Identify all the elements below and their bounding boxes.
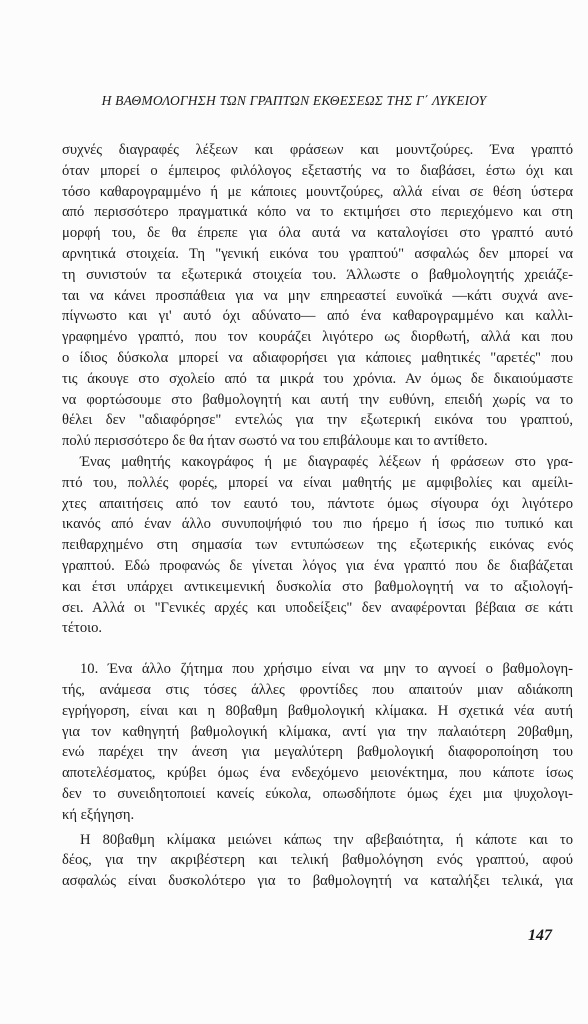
text-line: δέος, για την ακριβέστερη και τελική βαθμολόγηση ενός γραπτού, αφού: [62, 852, 573, 869]
text-line: μορφή του, δε θα έπρεπε για όλα αυτά να καταλογίσει στο γραπτό αυτό: [62, 225, 573, 242]
paragraph-1: [62, 140, 573, 452]
text-line: αποτελέσματος, κρύβει όμως ένα ενδεχόμενο μειονέκτημα, που κάποτε ίσως: [62, 765, 573, 782]
text-line: γραφημένο γραπτό, που τον κουράζει λιγότερο ως διορθωτή, αλλά και που: [62, 329, 573, 346]
text-line: ενώ παρέχει την άνεση για μεγαλύτερη βαθμολογική διαφοροποίηση του: [62, 744, 573, 761]
text-line: ικανός από έναν άλλο συνυποψήφιό του πιο ήρεμο ή ίσως πιο τυπικό και: [62, 516, 573, 533]
body-text: [62, 140, 573, 892]
text-line: συχνές διαγραφές λέξεων και φράσεων και μουντζούρες. Ένα γραπτό: [62, 142, 573, 158]
paragraph-2: [62, 452, 573, 639]
text-line: δεν το συνειδητοποιεί κανείς εύκολα, οπωσδήποτε όμως έχει μια ψυχολογι-: [62, 785, 573, 802]
text-line: πολύ περισσότερο δε θα ήταν σωστό να του επιβάλουμε και το αντίθετο.: [62, 433, 488, 450]
text-line: αρνητικά στοιχεία. Τη "γενική εικόνα του γραπτού" ασφαλώς δεν μπορεί να: [62, 245, 573, 262]
text-line: χτες απαιτήσεις από τον εαυτό του, πάντοτε όμως σίγουρα όχι λιγότερο: [62, 495, 573, 512]
paragraph-3: [62, 659, 573, 825]
section-gap: [62, 639, 573, 659]
running-header: Η ΒΑΘΜΟΛΟΓΗΣΗ ΤΩΝ ΓΡΑΠΤΩΝ ΕΚΘΕΣΕΩΣ ΤΗΣ Γ΄ ΛΥΚΕΙΟΥ: [101, 93, 487, 108]
text-line: γραπτού. Εδώ προφανώς δε γίνεται λόγος για ένα γραπτό που δε διαβάζεται: [62, 557, 573, 574]
text-line: τις άκουγε στο σχολείο από τα μικρά του χρόνια. Αν όμως δε δικαιούμαστε: [62, 370, 573, 387]
text-line: τόσο καθαρογραμμένο ή με κάποιες μουντζούρες, αλλά είναι σε θέση ύστερα: [62, 183, 573, 200]
text-line: ται να κάνει προσπάθεια για να μην επηρεαστεί ευνοϊκά —κάτι συχνά ανε-: [62, 287, 573, 304]
text-line: ο ίδιος δύσκολα μπορεί να αδιαφορήσει για κάποιες μαθητικές "αρετές" που: [62, 349, 573, 366]
text-line: τής, ανάμεσα στις τόσες άλλες φροντίδες που απαιτούν μιαν αδιάκοπη: [62, 681, 573, 698]
text-line: και έτσι υπάρχει αντικειμενική δυσκολία στο βαθμολογητή να το αξιολογή-: [62, 578, 573, 595]
text-line: πτό του, πολλές φορές, μπορεί να είναι μαθητής με αμφιβολίες και αμείλι-: [62, 474, 573, 491]
text-line: πίγνωστο και γι' αυτό όχι αδύνατο— από ένα καθαρογραμμένο και καλλι-: [62, 308, 573, 325]
text-line: τέτοιο.: [62, 620, 103, 637]
text-line: Η 80βαθμη κλίμακα μειώνει κάπως την αβεβαιότητα, ή κάποτε και το: [80, 831, 573, 848]
text-line: σει. Αλλά οι "Γενικές αρχές και υποδείξεις" δεν αναφέρονται βέβαια σε κάτι: [62, 599, 573, 616]
text-line: από περισσότερο πραγματικά κόπο να το εκτιμήσει στο περιεχόμενο και στη: [62, 204, 573, 221]
text-line: για τον καθηγητή βαθμολογική κλίμακα, αντί για την παλαιότερη 20βαθμη,: [62, 723, 573, 740]
text-line: τη συνιστούν τα εξωτερικά στοιχεία του. Άλλωστε ο βαθμολογητής χρειάζε-: [62, 266, 573, 283]
text-line: κή εξήγηση.: [62, 806, 135, 823]
page-number: 147: [528, 927, 552, 944]
text-line: όταν μπορεί ο έμπειρος φιλόλογος εξεταστής να το διαβάσει, έστω όχι και: [62, 162, 573, 179]
text-line: εγρήγορση, είναι και η 80βαθμη βαθμολογική κλίμακα. Η σχετικά νέα αυτή: [62, 702, 573, 719]
paragraph-4: [62, 830, 573, 892]
text-line: θέλει δεν "αδιαφόρησε" εντελώς για την εξωτερική εικόνα του γραπτού,: [62, 412, 573, 429]
text-line: ασφαλώς είναι δυσκολότερο για το βαθμολογητή να καταλήξει τελικά, για: [62, 873, 573, 890]
text-line: πειθαρχημένο στη σημασία των εντυπώσεων της εξωτερικής εικόνας ενός: [62, 537, 573, 554]
text-line: να φορτώσουμε στο βαθμολογητή και αυτή την ευθύνη, επειδή χωρίς να το: [62, 391, 573, 408]
text-line: 10. Ένα άλλο ζήτημα που χρήσιμο είναι να μην το αγνοεί ο βαθμολογη-: [80, 661, 573, 678]
text-line: Ένας μαθητής κακογράφος ή με διαγραφές λέξεων ή φράσεων στο γρα-: [80, 453, 573, 470]
